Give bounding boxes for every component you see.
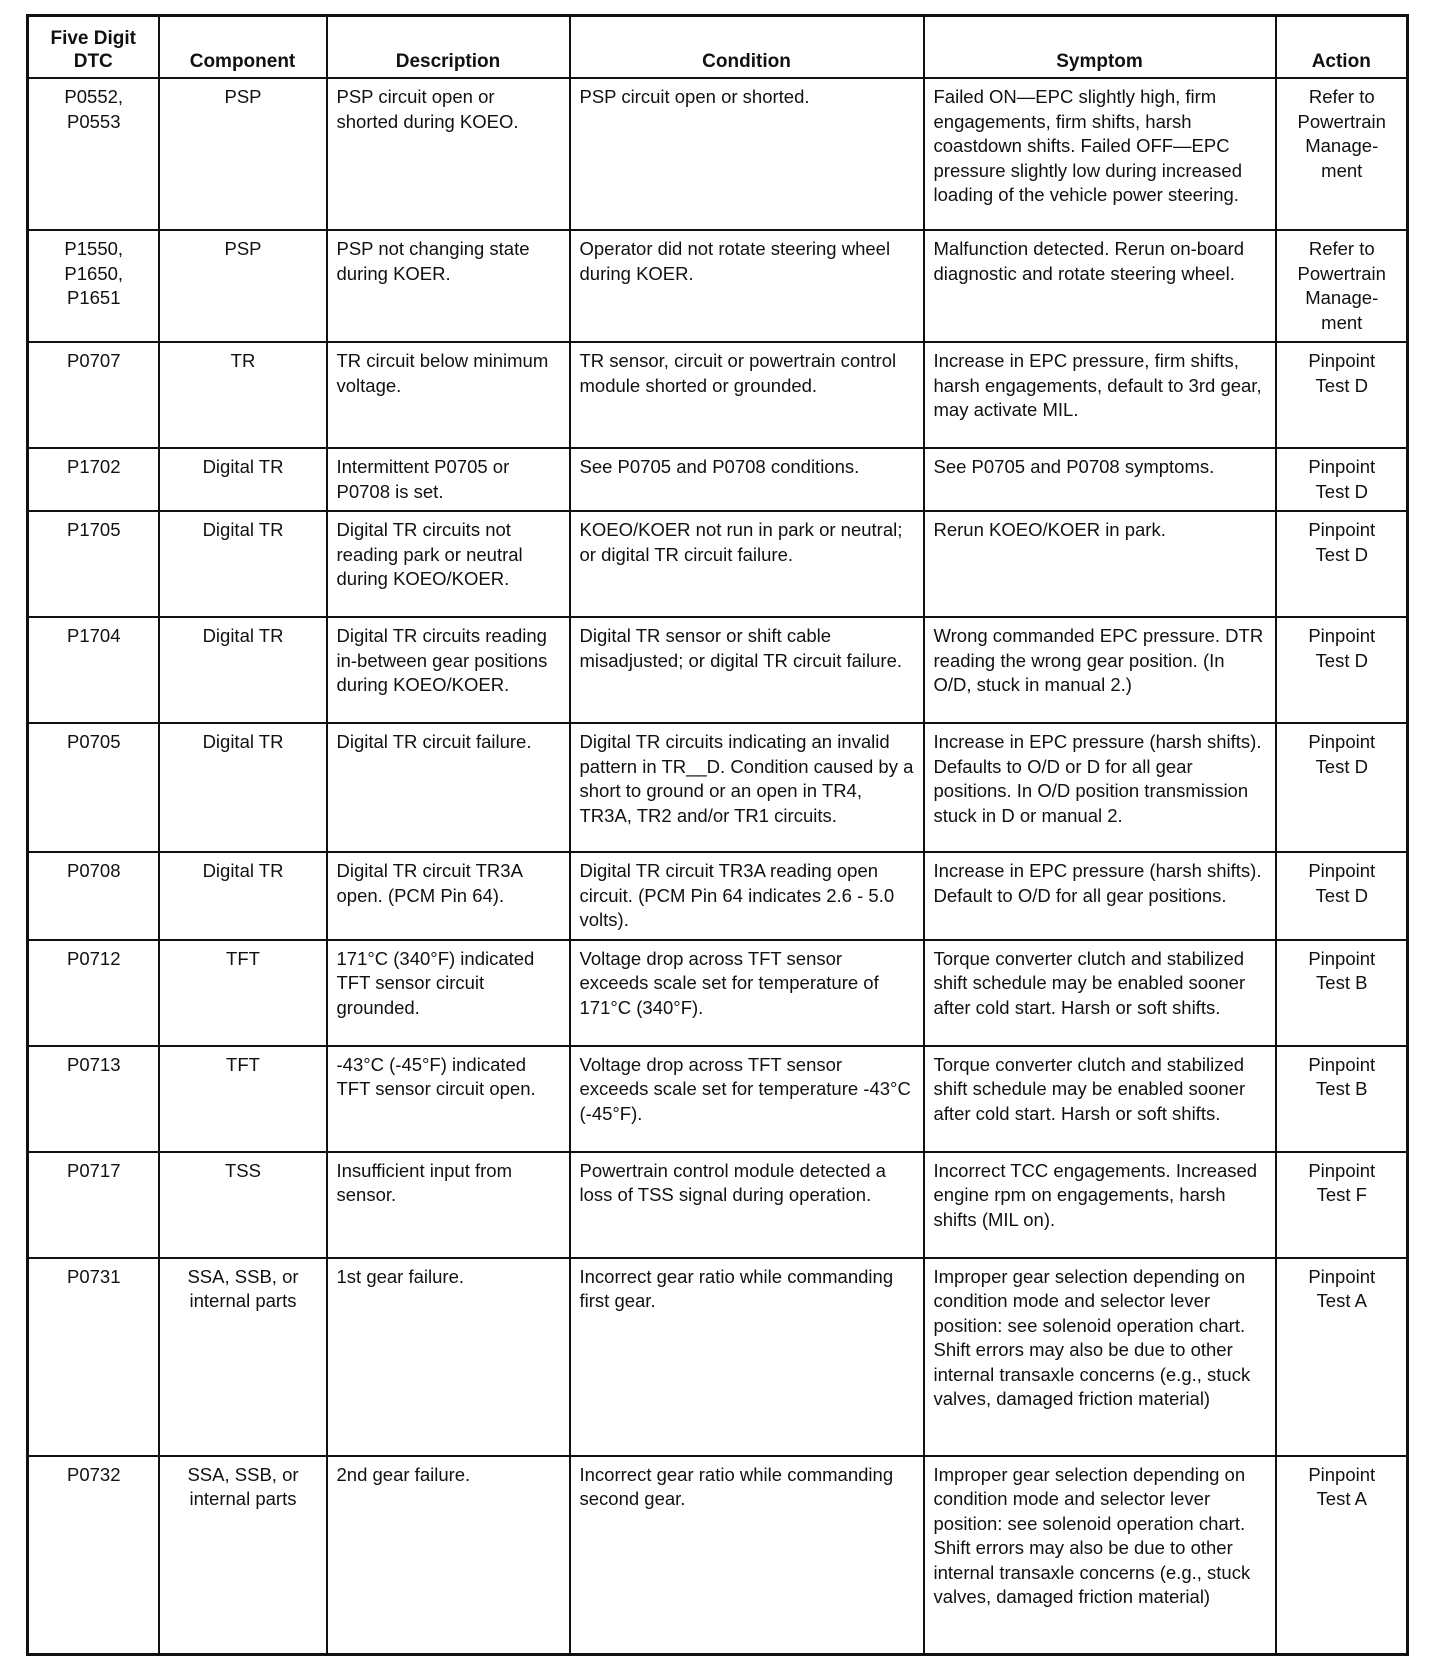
component-cell: Digital TR <box>159 723 327 852</box>
component-cell: SSA, SSB, or internal parts <box>159 1456 327 1655</box>
action-cell: Pinpoint Test B <box>1276 1046 1408 1152</box>
component-cell: TR <box>159 342 327 448</box>
table-row <box>28 617 1408 723</box>
condition-cell: Incorrect gear ratio while commanding second gear. <box>570 1456 924 1655</box>
component-cell: SSA, SSB, or internal parts <box>159 1258 327 1456</box>
symptom-cell: Wrong commanded EPC pressure. DTR reading the wrong gear position. (In O/D, stuck in manual 2.) <box>924 617 1276 723</box>
action-cell: Pinpoint Test B <box>1276 940 1408 1046</box>
condition-cell: Digital TR circuits indicating an invalid pattern in TR__D. Condition caused by a short to ground or an open in TR4, TR3A, TR2 and/or TR1 circuits. <box>570 723 924 852</box>
table-row <box>28 723 1408 852</box>
dtc-table-page <box>26 14 1406 1656</box>
action-cell: Pinpoint Test D <box>1276 617 1408 723</box>
component-cell: TFT <box>159 940 327 1046</box>
action-cell: Pinpoint Test D <box>1276 723 1408 852</box>
symptom-cell: Torque converter clutch and stabilized shift schedule may be enabled sooner after cold start. Harsh or soft shifts. <box>924 1046 1276 1152</box>
condition-cell: Voltage drop across TFT sensor exceeds scale set for temperature of 171°C (340°F). <box>570 940 924 1046</box>
dtc-code: P0705 <box>28 723 159 852</box>
table-row <box>28 511 1408 617</box>
action-cell: Pinpoint Test F <box>1276 1152 1408 1258</box>
table-row <box>28 852 1408 940</box>
dtc-code: P0717 <box>28 1152 159 1258</box>
component-cell: Digital TR <box>159 852 327 940</box>
symptom-cell: Failed ON—EPC slightly high, firm engagements, firm shifts, harsh coastdown shifts. Failed OFF—EPC pressure slightly low during increased loading of the vehicle power steering. <box>924 78 1276 230</box>
dtc-code: P1705 <box>28 511 159 617</box>
dtc-code: P1550, P1650, P1651 <box>28 230 159 342</box>
description-cell: -43°C (-45°F) indicated TFT sensor circuit open. <box>327 1046 570 1152</box>
symptom-cell: Improper gear selection depending on condition mode and selector lever position: see solenoid operation chart. Shift errors may also be due to other internal transaxle concerns (e.g., stuck valves, damaged friction material) <box>924 1258 1276 1456</box>
component-cell: PSP <box>159 78 327 230</box>
condition-cell: Powertrain control module detected a loss of TSS signal during operation. <box>570 1152 924 1258</box>
table-row <box>28 1456 1408 1655</box>
table-row <box>28 230 1408 342</box>
table-row <box>28 342 1408 448</box>
description-cell: TR circuit below minimum voltage. <box>327 342 570 448</box>
dtc-code: P0707 <box>28 342 159 448</box>
description-cell: 2nd gear failure. <box>327 1456 570 1655</box>
symptom-cell: Improper gear selection depending on condition mode and selector lever position: see solenoid operation chart. Shift errors may also be due to other internal transaxle concerns (e.g., stuck valves, damaged friction material) <box>924 1456 1276 1655</box>
description-cell: Digital TR circuits reading in-between gear positions during KOEO/KOER. <box>327 617 570 723</box>
action-cell: Refer to Powertrain Manage- ment <box>1276 230 1408 342</box>
condition-cell: Voltage drop across TFT sensor exceeds scale set for temperature -43°C (-45°F). <box>570 1046 924 1152</box>
component-cell: Digital TR <box>159 511 327 617</box>
description-cell: PSP not changing state during KOER. <box>327 230 570 342</box>
component-cell: TFT <box>159 1046 327 1152</box>
header-symptom: Symptom <box>924 16 1276 79</box>
symptom-cell: Increase in EPC pressure (harsh shifts). Defaults to O/D or D for all gear positions. In O/D position transmission stuck in D or manual 2. <box>924 723 1276 852</box>
condition-cell: PSP circuit open or shorted. <box>570 78 924 230</box>
table-body <box>28 78 1408 1654</box>
symptom-cell: Torque converter clutch and stabilized shift schedule may be enabled sooner after cold start. Harsh or soft shifts. <box>924 940 1276 1046</box>
table-row <box>28 1046 1408 1152</box>
dtc-code: P1702 <box>28 448 159 511</box>
table-row <box>28 448 1408 511</box>
symptom-cell: Rerun KOEO/KOER in park. <box>924 511 1276 617</box>
dtc-code: P0732 <box>28 1456 159 1655</box>
symptom-cell: Incorrect TCC engagements. Increased engine rpm on engagements, harsh shifts (MIL on). <box>924 1152 1276 1258</box>
component-cell: Digital TR <box>159 448 327 511</box>
table-row <box>28 1258 1408 1456</box>
condition-cell: KOEO/KOER not run in park or neutral; or digital TR circuit failure. <box>570 511 924 617</box>
header-component: Component <box>159 16 327 79</box>
dtc-code: P1704 <box>28 617 159 723</box>
description-cell: Insufficient input from sensor. <box>327 1152 570 1258</box>
component-cell: Digital TR <box>159 617 327 723</box>
symptom-cell: Increase in EPC pressure (harsh shifts). Default to O/D for all gear positions. <box>924 852 1276 940</box>
condition-cell: Incorrect gear ratio while commanding first gear. <box>570 1258 924 1456</box>
symptom-cell: See P0705 and P0708 symptoms. <box>924 448 1276 511</box>
action-cell: Refer to Powertrain Manage- ment <box>1276 78 1408 230</box>
dtc-code: P0552, P0553 <box>28 78 159 230</box>
description-cell: Digital TR circuits not reading park or neutral during KOEO/KOER. <box>327 511 570 617</box>
action-cell: Pinpoint Test D <box>1276 852 1408 940</box>
table-row <box>28 940 1408 1046</box>
header-action: Action <box>1276 16 1408 79</box>
dtc-code: P0731 <box>28 1258 159 1456</box>
dtc-code: P0712 <box>28 940 159 1046</box>
dtc-table <box>26 14 1409 1656</box>
action-cell: Pinpoint Test A <box>1276 1456 1408 1655</box>
condition-cell: TR sensor, circuit or powertrain control module shorted or grounded. <box>570 342 924 448</box>
header-dtc: Five Digit DTC <box>28 16 159 79</box>
condition-cell: See P0705 and P0708 conditions. <box>570 448 924 511</box>
description-cell: 171°C (340°F) indicated TFT sensor circuit grounded. <box>327 940 570 1046</box>
condition-cell: Operator did not rotate steering wheel during KOER. <box>570 230 924 342</box>
action-cell: Pinpoint Test A <box>1276 1258 1408 1456</box>
description-cell: Digital TR circuit failure. <box>327 723 570 852</box>
description-cell: Digital TR circuit TR3A open. (PCM Pin 64). <box>327 852 570 940</box>
table-header <box>28 16 1408 79</box>
table-row <box>28 78 1408 230</box>
description-cell: 1st gear failure. <box>327 1258 570 1456</box>
description-cell: Intermittent P0705 or P0708 is set. <box>327 448 570 511</box>
symptom-cell: Malfunction detected. Rerun on-board diagnostic and rotate steering wheel. <box>924 230 1276 342</box>
description-cell: PSP circuit open or shorted during KOEO. <box>327 78 570 230</box>
dtc-code: P0713 <box>28 1046 159 1152</box>
component-cell: TSS <box>159 1152 327 1258</box>
condition-cell: Digital TR sensor or shift cable misadjusted; or digital TR circuit failure. <box>570 617 924 723</box>
action-cell: Pinpoint Test D <box>1276 511 1408 617</box>
header-condition: Condition <box>570 16 924 79</box>
dtc-code: P0708 <box>28 852 159 940</box>
component-cell: PSP <box>159 230 327 342</box>
condition-cell: Digital TR circuit TR3A reading open circuit. (PCM Pin 64 indicates 2.6 - 5.0 volts). <box>570 852 924 940</box>
symptom-cell: Increase in EPC pressure, firm shifts, harsh engagements, default to 3rd gear, may activate MIL. <box>924 342 1276 448</box>
action-cell: Pinpoint Test D <box>1276 448 1408 511</box>
header-description: Description <box>327 16 570 79</box>
table-row <box>28 1152 1408 1258</box>
action-cell: Pinpoint Test D <box>1276 342 1408 448</box>
